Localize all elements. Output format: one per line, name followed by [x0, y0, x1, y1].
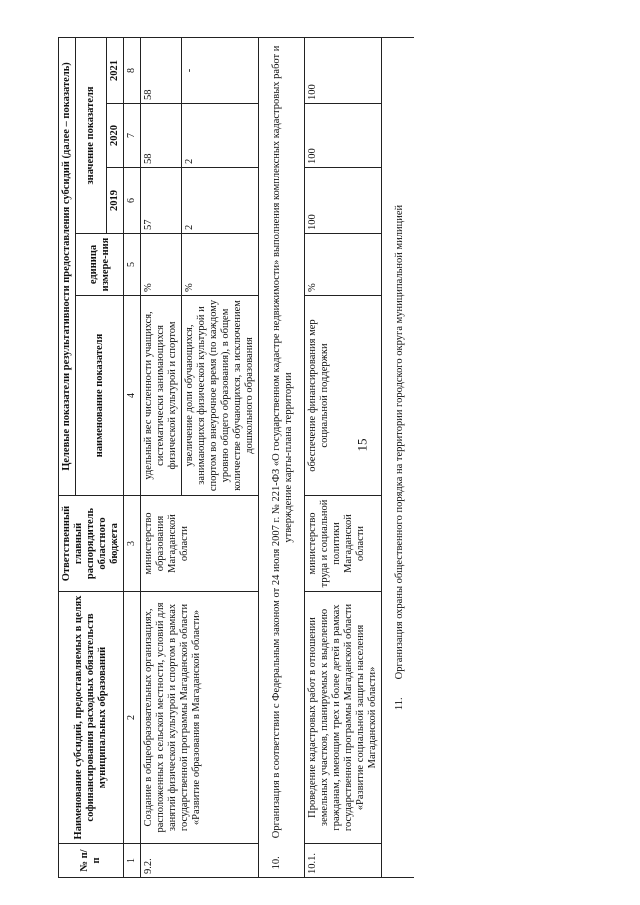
header-year-2020: 2020	[107, 104, 124, 168]
indicator-name: удельный вес численности учащихся, систематически занимающихся физической культурой и спортом	[140, 296, 181, 496]
subsidy-table	[58, 37, 414, 878]
value-2019: 2	[182, 168, 259, 234]
header-year-2019: 2019	[107, 168, 124, 234]
header-value: значение показателя	[76, 37, 107, 233]
value-2020: 58	[140, 104, 181, 168]
header-year-2021: 2021	[107, 37, 124, 103]
index-cell: 3	[124, 496, 141, 592]
indicator-unit: %	[140, 234, 181, 296]
header-unit: единица измере-ния	[76, 234, 124, 296]
header-num: № п/п	[59, 844, 124, 878]
value-2020: 2	[182, 104, 259, 168]
row-num: 9.2.	[140, 844, 259, 878]
section-heading	[381, 37, 414, 877]
index-cell: 2	[124, 592, 141, 844]
value-2021: 58	[140, 37, 181, 103]
section-row	[259, 37, 304, 877]
row-num: 10.1.	[304, 844, 381, 878]
rotated-table-container	[58, 38, 578, 878]
header-name: Наименование субсидий, предоставляемых в целях софинансирования расходных обязательств муниципальных образований	[59, 592, 124, 844]
index-cell: 6	[124, 168, 141, 234]
index-cell: 8	[124, 37, 141, 103]
value-2019: 100	[304, 168, 381, 234]
table-row	[140, 37, 181, 877]
indicator-unit: %	[182, 234, 259, 296]
value-2021: -	[182, 37, 259, 103]
indicator-unit: %	[304, 234, 381, 296]
section-number: 10.	[271, 856, 283, 870]
index-cell: 7	[124, 104, 141, 168]
value-2021: 100	[304, 37, 381, 103]
section-heading	[259, 37, 304, 877]
section-title: Организация в соответствии с Федеральным законом от 24 июля 2007 г. № 221-ФЗ «О государственном кадастре недвижимости» выполнения комплексных кадастровых работ и утверждение карты-плана территории	[271, 45, 295, 839]
page-number: 15	[354, 438, 370, 452]
row-name: Проведение кадастровых работ в отношении земельных участков, планируемых к выделению гражданам, имеющим трех и более детей в рамках государственной программы Магаданской области «Развитие социальной защиты населения Магаданской области»	[304, 592, 381, 844]
index-cell: 4	[124, 296, 141, 496]
value-2019: 57	[140, 168, 181, 234]
value-2020: 100	[304, 104, 381, 168]
row-manager: министерство труда и социальной политики Магаданской области	[304, 496, 381, 592]
index-row	[124, 37, 141, 877]
section-title: Организация охраны общественного порядка на территории городского округа муниципальной милицией	[393, 204, 405, 680]
section-row	[381, 37, 414, 877]
table-row	[304, 37, 381, 877]
header-manager: Ответственный главный распорядитель областного бюджета	[59, 496, 124, 592]
header-targets: Целевые показатели результативности предоставления субсидий (далее – показатель)	[59, 37, 76, 495]
index-cell: 5	[124, 234, 141, 296]
row-manager: министерство образования Магаданской области	[140, 496, 259, 592]
section-number: 11.	[393, 697, 405, 711]
header-indicator-name: наименование показателя	[76, 296, 124, 496]
indicator-name: увеличение доли обучающихся, занимающихся физической культурой и спортом во внеурочное время (по каждому уровню общего образования), в общем количестве обучающихся, за исключением дошкольного образования	[182, 296, 259, 496]
row-name: Создание в общеобразовательных организациях, расположенных в сельской местности, условий для занятий физической культурой и спортом в рамках государственной программы Магаданской области «Развитие образования в Магаданской области»	[140, 592, 259, 844]
indicator-name: обеспечение финансирования мер социальной поддержки	[304, 296, 381, 496]
index-cell: 1	[124, 844, 141, 878]
